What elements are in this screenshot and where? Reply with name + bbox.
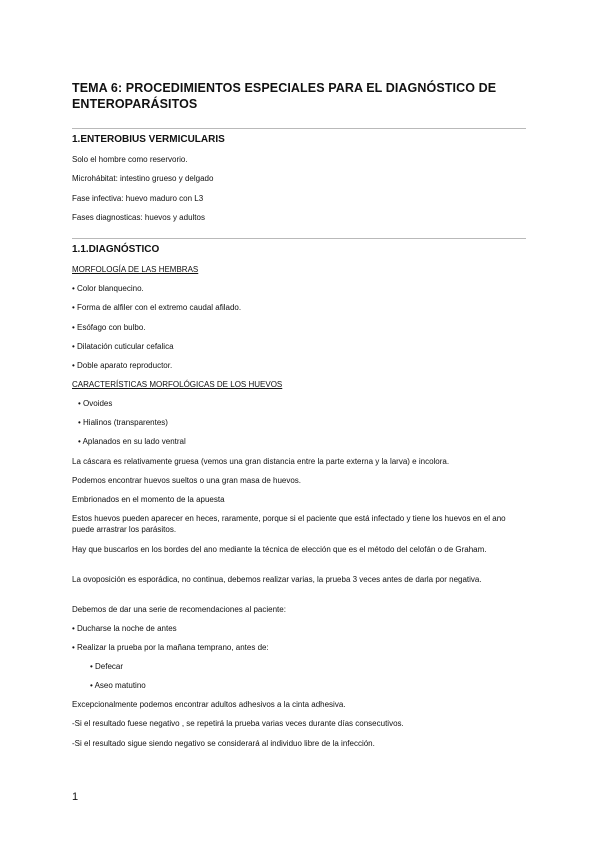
list-item: • Defecar [90,662,124,671]
text-line: Fases diagnosticas: huevos y adultos [72,213,205,222]
paragraph: La ovoposición es esporádica, no continua, debemos realizar varias, la prueba 3 veces antes de darla por negativa. [72,575,482,584]
paragraph: -Si el resultado sigue siendo negativo se considerará al individuo libre de la infección. [72,739,375,748]
text-line: Fase infectiva: huevo maduro con L3 [72,194,204,203]
list-item: • Esófago con bulbo. [72,323,146,332]
paragraph: Embrionados en el momento de la apuesta [72,495,225,504]
list-item: • Aplanados en su lado ventral [78,437,186,446]
list-item: • Forma de alfiler con el extremo caudal afilado. [72,303,242,312]
list-item: • Hialinos (transparentes) [78,418,168,427]
list-item: • Ovoides [78,399,113,408]
text-line: Microhábitat: intestino grueso y delgado [72,174,214,183]
list-item: • Color blanquecino. [72,284,144,293]
section-divider [72,238,526,239]
section-heading-enterobius: 1.ENTEROBIUS VERMICULARIS [72,134,225,145]
paragraph: Debemos de dar una serie de recomendaciones al paciente: [72,605,286,614]
paragraph: Podemos encontrar huevos sueltos o una gran masa de huevos. [72,476,302,485]
document-title: TEMA 6: PROCEDIMIENTOS ESPECIALES PARA EL DIAGNÓSTICO DE ENTEROPARÁSITOS [72,81,497,111]
paragraph: -Si el resultado fuese negativo , se repetirá la prueba varias veces durante días consecutivos. [72,719,404,728]
subheading-huevos: CARACTERÍSTICAS MORFOLÓGICAS DE LOS HUEVOS [72,380,283,389]
paragraph: Hay que buscarlos en los bordes del ano mediante la técnica de elección que es el método del celofán o de Graham. [72,545,487,554]
paragraph: Excepcionalmente podemos encontrar adultos adhesivos a la cinta adhesiva. [72,700,346,709]
paragraph: Estos huevos pueden aparecer en heces, raramente, porque si el paciente que está infectado y tiene los huevos en el ano puede arrastrar los parásitos. [72,514,506,534]
list-item: • Doble aparato reproductor. [72,361,173,370]
list-item: • Dilatación cuticular cefalica [72,342,174,351]
paragraph: La cáscara es relativamente gruesa (vemos una gran distancia entre la parte externa y la larva) e incolora. [72,457,450,466]
page-number: 1 [72,791,79,803]
section-divider [72,128,526,129]
section-heading-diagnostico: 1.1.DIAGNÓSTICO [72,244,160,255]
text-line: Solo el hombre como reservorio. [72,155,188,164]
subheading-morfologia: MORFOLOGÍA DE LAS HEMBRAS [72,265,199,274]
list-item: • Aseo matutino [90,681,146,690]
list-item: • Ducharse la noche de antes [72,624,177,633]
list-item: • Realizar la prueba por la mañana temprano, antes de: [72,643,269,652]
